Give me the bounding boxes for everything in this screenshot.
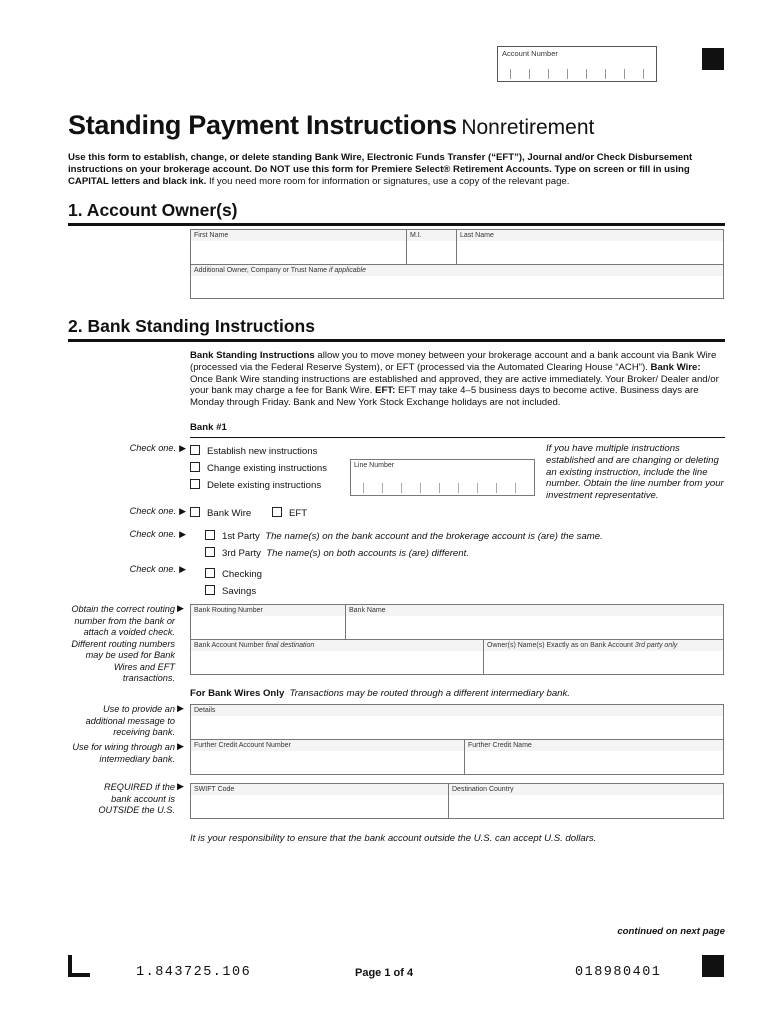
- intro-normal: If you need more room for information or signatures, use a copy of the relevant page.: [208, 176, 570, 188]
- account-number-label: Account Number: [502, 49, 558, 58]
- further-credit-account-field[interactable]: [190, 739, 465, 775]
- section2-rule: [68, 339, 725, 342]
- page-number: Page 1 of 4: [355, 967, 414, 979]
- additional-owner-label: Additional Owner, Company or Trust Name if applicable: [194, 267, 366, 274]
- bank-rule: [190, 437, 725, 438]
- bank-label: Bank #1: [190, 422, 227, 433]
- first-party-option[interactable]: 1st Party The name(s) on the bank account and the brokerage account is (are) the same.: [205, 530, 603, 542]
- line-number-field[interactable]: [350, 459, 535, 496]
- bank-name-label: Bank Name: [349, 607, 386, 614]
- further-credit-name-label: Further Credit Name: [468, 742, 532, 749]
- wires-only-note: For Bank Wires Only Transactions may be routed through a different intermediary bank.: [190, 688, 570, 699]
- check-one-label-1: Check one. ▶: [129, 443, 186, 453]
- form-code: 1.843725.106: [136, 965, 252, 980]
- intro-text: [68, 152, 728, 189]
- details-note: Use to provide an additional message to receiving bank.: [85, 704, 175, 737]
- owner-names-field[interactable]: [483, 639, 724, 675]
- destination-country-label: Destination Country: [452, 786, 514, 793]
- first-party-checkbox[interactable]: [205, 530, 215, 540]
- registration-mark-top: [702, 48, 724, 70]
- checking-checkbox[interactable]: [205, 568, 215, 578]
- bank-account-field[interactable]: [190, 639, 484, 675]
- intermediary-note: Use for wiring through an intermediary bank.: [72, 742, 175, 764]
- eft-option[interactable]: EFT: [272, 507, 307, 519]
- further-credit-name-field[interactable]: [464, 739, 724, 775]
- swift-code-field[interactable]: [190, 783, 449, 819]
- mi-field[interactable]: [406, 229, 457, 265]
- details-label: Details: [194, 707, 216, 714]
- title-main: Standing Payment Instructions: [68, 110, 457, 140]
- bank-wire-checkbox[interactable]: [190, 507, 200, 517]
- responsibility-note: It is your responsibility to ensure that the bank account outside the U.S. can accept U.S. dollars.: [190, 833, 597, 844]
- destination-country-field[interactable]: [448, 783, 724, 819]
- routing-note: Obtain the correct routing number from the bank or attach a voided check. Different routing numbers may be used for Bank Wires and EFT transactions.: [71, 604, 175, 683]
- eft-checkbox[interactable]: [272, 507, 282, 517]
- check-one-label-4: Check one. ▶: [129, 564, 186, 574]
- change-checkbox[interactable]: [190, 462, 200, 472]
- third-party-option[interactable]: 3rd Party The name(s) on both accounts is (are) different.: [205, 547, 469, 559]
- delete-checkbox[interactable]: [190, 479, 200, 489]
- multi-instructions-note: If you have multiple instructions established and are changing or deleting an existing instruction, include the line number. Obtain the line number from your investment representative.: [546, 443, 724, 502]
- change-option[interactable]: Change existing instructions: [190, 462, 327, 474]
- first-name-label: First Name: [194, 232, 229, 239]
- details-arrow: ▶: [177, 703, 184, 713]
- check-one-label-3: Check one. ▶: [129, 529, 186, 539]
- swift-code-label: SWIFT Code: [194, 786, 235, 793]
- page-title: [68, 110, 594, 141]
- third-party-checkbox[interactable]: [205, 547, 215, 557]
- check-one-label-2: Check one. ▶: [129, 506, 186, 516]
- corner-mark-horizontal: [68, 973, 90, 977]
- registration-mark-bottom: [702, 955, 724, 977]
- bank-account-label: Bank Account Number final destination: [194, 642, 315, 649]
- additional-owner-field[interactable]: [190, 264, 724, 299]
- first-name-field[interactable]: [190, 229, 407, 265]
- bank-routing-field[interactable]: [190, 604, 346, 640]
- section1-heading: 1. Account Owner(s): [68, 200, 238, 220]
- title-sub: Nonretirement: [461, 116, 595, 139]
- intermediary-arrow: ▶: [177, 741, 184, 751]
- required-arrow: ▶: [177, 781, 184, 791]
- bank-wire-option[interactable]: Bank Wire: [190, 507, 251, 519]
- establish-option[interactable]: Establish new instructions: [190, 445, 317, 457]
- continued-note: continued on next page: [617, 926, 725, 937]
- account-number-field[interactable]: [497, 46, 657, 82]
- intro-bold: Use this form to establish, change, or delete standing Bank Wire, Electronic Funds Transfer (“EFT”), Journal and/or Check Disbursement instructions on your brokerage account. Do NOT use this form for Premiere Select® Retirement Accounts. Type on screen or fill in using CAPITAL letters and black ink.: [68, 152, 693, 188]
- owner-names-label: Owner(s) Name(s) Exactly as on Bank Account 3rd party only: [487, 642, 678, 649]
- delete-option[interactable]: Delete existing instructions: [190, 479, 321, 491]
- line-number-label: Line Number: [354, 462, 395, 469]
- document-number: 018980401: [575, 965, 662, 980]
- section2-heading: 2. Bank Standing Instructions: [68, 316, 315, 336]
- bank-routing-label: Bank Routing Number: [194, 607, 263, 614]
- details-field[interactable]: [190, 704, 724, 740]
- last-name-field[interactable]: [456, 229, 724, 265]
- checking-option[interactable]: Checking: [205, 568, 262, 580]
- savings-checkbox[interactable]: [205, 585, 215, 595]
- section1-rule: [68, 223, 725, 226]
- section2-description: Bank Standing Instructions allow you to move money between your brokerage account and a bank account via Bank Wire (processed via the Federal Reserve System), or EFT (processed via the Automated Clearing House “ACH”). Bank Wire: Once Bank Wire standing instructions are established and approved, they are active immediately. Your Broker/ Dealer and/or your bank may charge a fee for Bank Wire. EFT: EFT may take 4–5 business days to become active. Business days are Monday through Friday. Bank and New York Stock Exchange holidays are not included.: [190, 350, 719, 409]
- required-note: REQUIRED if the bank account is OUTSIDE the U.S.: [98, 782, 175, 815]
- routing-arrow: ▶: [177, 603, 184, 613]
- mi-label: M.I.: [410, 232, 422, 239]
- establish-checkbox[interactable]: [190, 445, 200, 455]
- account-number-ticks: [510, 69, 644, 79]
- further-credit-account-label: Further Credit Account Number: [194, 742, 291, 749]
- bank-name-field[interactable]: [345, 604, 724, 640]
- last-name-label: Last Name: [460, 232, 494, 239]
- savings-option[interactable]: Savings: [205, 585, 256, 597]
